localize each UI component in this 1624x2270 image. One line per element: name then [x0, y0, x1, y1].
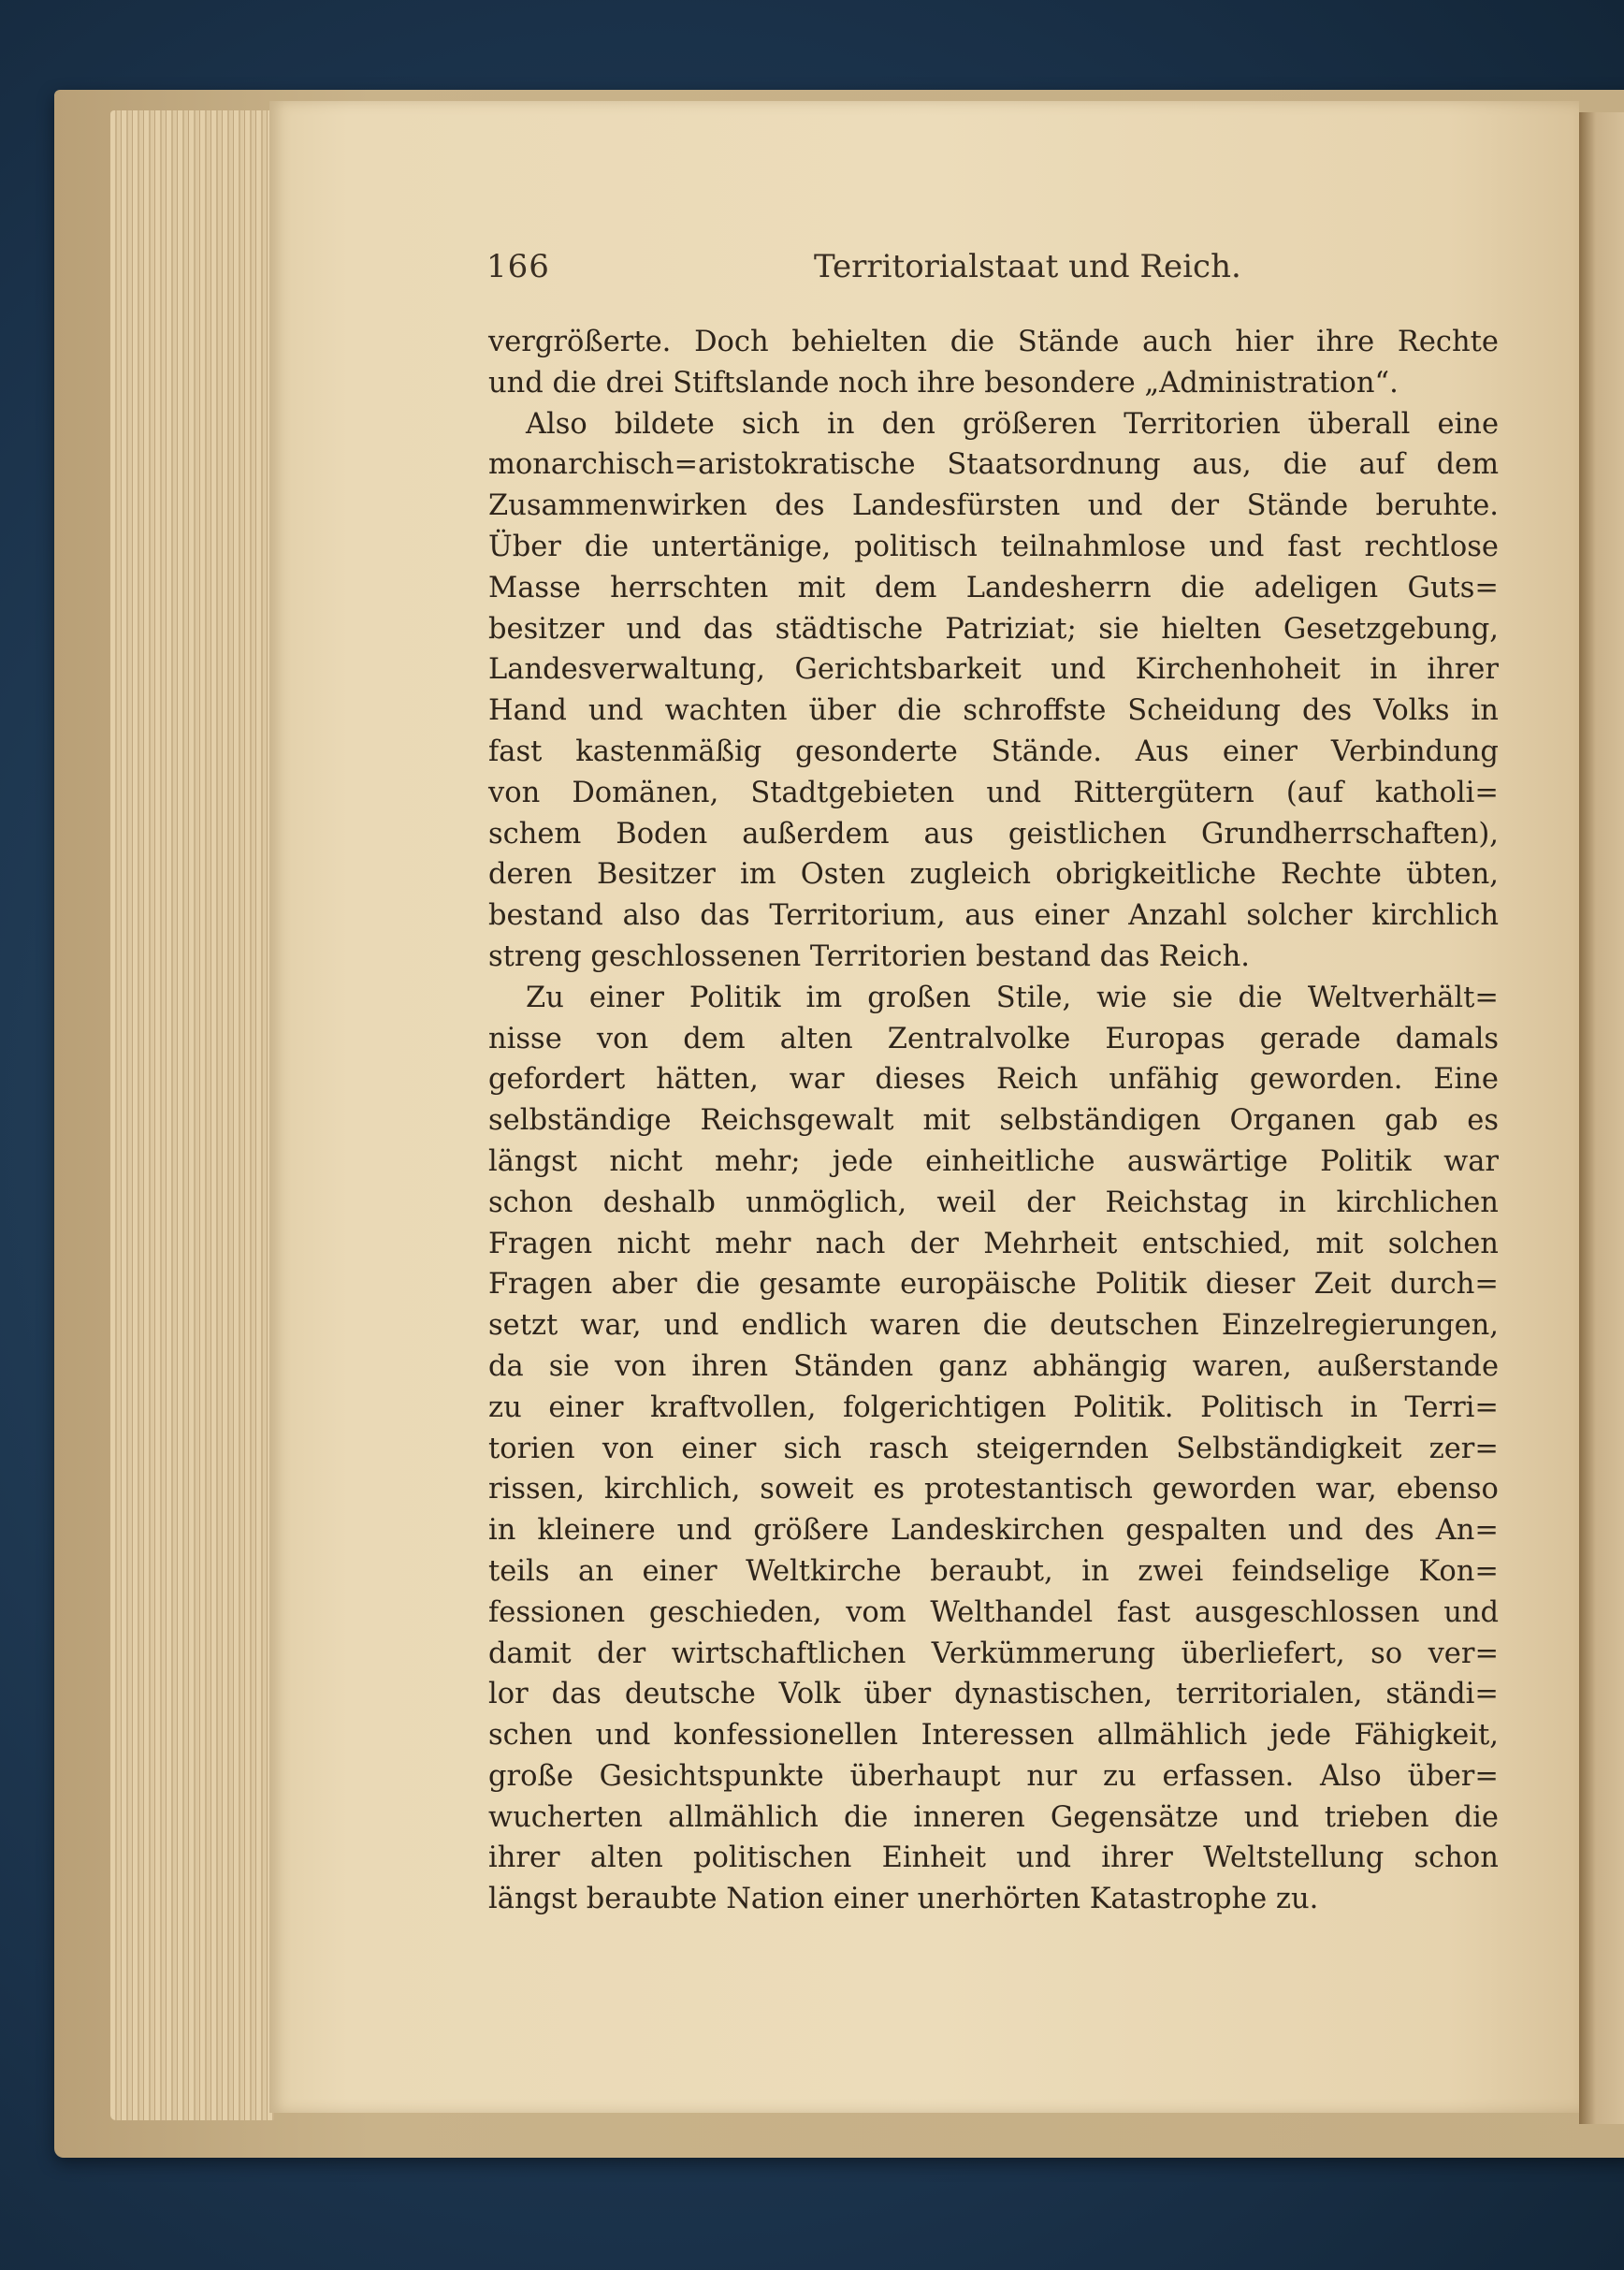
text-line: teils an einer Weltkirche beraubt, in zwei feindselige Kon= [488, 1554, 1499, 1588]
text-line: längst nicht mehr; jede einheitliche auswärtige Politik war [488, 1144, 1499, 1178]
text-line: fast kastenmäßig gesonderte Stände. Aus einer Verbindung [488, 735, 1499, 768]
text-line: besitzer und das städtische Patriziat; sie hielten Gesetzgebung, [488, 612, 1499, 646]
text-line: in kleinere und größere Landeskirchen gespalten und des An= [488, 1514, 1499, 1548]
text-line: fessionen geschieden, vom Welthandel fast ausgeschlossen und [488, 1595, 1499, 1629]
text-line: schen und konfessionellen Interessen allmählich jede Fähigkeit, [488, 1719, 1499, 1753]
text-line: schem Boden außerdem aus geistlichen Grundherrschaften), [488, 817, 1499, 851]
text-line: gefordert hätten, war dieses Reich unfähig geworden. Eine [488, 1063, 1499, 1097]
text-line: deren Besitzer im Osten zugleich obrigkeitliche Rechte übten, [488, 858, 1499, 892]
page-block-edges [110, 110, 274, 2120]
text-line: monarchisch=aristokratische Staatsordnung aus, die auf dem [488, 448, 1499, 482]
text-line: Über die untertänige, politisch teilnahmlose und fast rechtlose [488, 530, 1499, 563]
page-header [486, 248, 1497, 295]
text-line: streng geschlossenen Territorien bestand das Reich. [488, 939, 1250, 973]
page-number: 166 [486, 248, 550, 285]
text-line: bestand also das Territorium, aus einer Anzahl solcher kirchlich [488, 899, 1499, 933]
text-line: Masse herrschten mit dem Landesherrn die adeligen Guts= [488, 571, 1499, 604]
text-line: große Gesichtspunkte überhaupt nur zu erfassen. Also über= [488, 1759, 1499, 1793]
text-line: ihrer alten politischen Einheit und ihrer Weltstellung schon [488, 1841, 1499, 1875]
text-line: rissen, kirchlich, soweit es protestantisch geworden war, ebenso [488, 1473, 1499, 1506]
text-line: Also bildete sich in den größeren Territorien überall eine [526, 407, 1499, 441]
text-line: vergrößerte. Doch behielten die Stände auch hier ihre Rechte [488, 326, 1499, 358]
text-line: Fragen aber die gesamte europäische Politik dieser Zeit durch= [488, 1268, 1499, 1302]
text-line: torien von einer sich rasch steigernden Selbständigkeit zer= [488, 1432, 1499, 1465]
text-line: setzt war, und endlich waren die deutschen Einzelregierungen, [488, 1309, 1499, 1343]
text-line: Hand und wachten über die schroffste Scheidung des Volks in [488, 694, 1499, 728]
running-title: Territorialstaat und Reich. [814, 248, 1241, 285]
text-line: schon deshalb unmöglich, weil der Reichstag in kirchlichen [488, 1186, 1499, 1219]
text-line: nisse von dem alten Zentralvolke Europas gerade damals [488, 1022, 1499, 1055]
text-line: Zu einer Politik im großen Stile, wie sie die Weltverhält= [526, 981, 1499, 1014]
text-line: selbständige Reichsgewalt mit selbständigen Organen gab es [488, 1104, 1499, 1138]
text-line: längst beraubte Nation einer unerhörten Katastrophe zu. [488, 1883, 1319, 1916]
text-line: und die drei Stiftslande noch ihre besondere „Administration“. [488, 366, 1399, 400]
text-line: Landesverwaltung, Gerichtsbarkeit und Kirchenhoheit in ihrer [488, 653, 1499, 687]
body-text [488, 322, 1499, 1920]
text-line: wucherten allmählich die inneren Gegensätze und trieben die [488, 1800, 1499, 1834]
text-line: damit der wirtschaftlichen Verkümmerung überliefert, so ver= [488, 1637, 1499, 1670]
text-line: lor das deutsche Volk über dynastischen, territorialen, ständi= [488, 1678, 1499, 1711]
text-line: Fragen nicht mehr nach der Mehrheit entschied, mit solchen [488, 1227, 1499, 1260]
facing-page-edge [1579, 112, 1624, 2124]
text-line: von Domänen, Stadtgebieten und Rittergütern (auf katholi= [488, 776, 1499, 809]
text-line: da sie von ihren Ständen ganz abhängig waren, außerstande [488, 1349, 1499, 1383]
text-line: Zusammenwirken des Landesfürsten und der Stände beruhte. [488, 489, 1499, 523]
text-line: zu einer kraftvollen, folgerichtigen Politik. Politisch in Terri= [488, 1390, 1499, 1424]
